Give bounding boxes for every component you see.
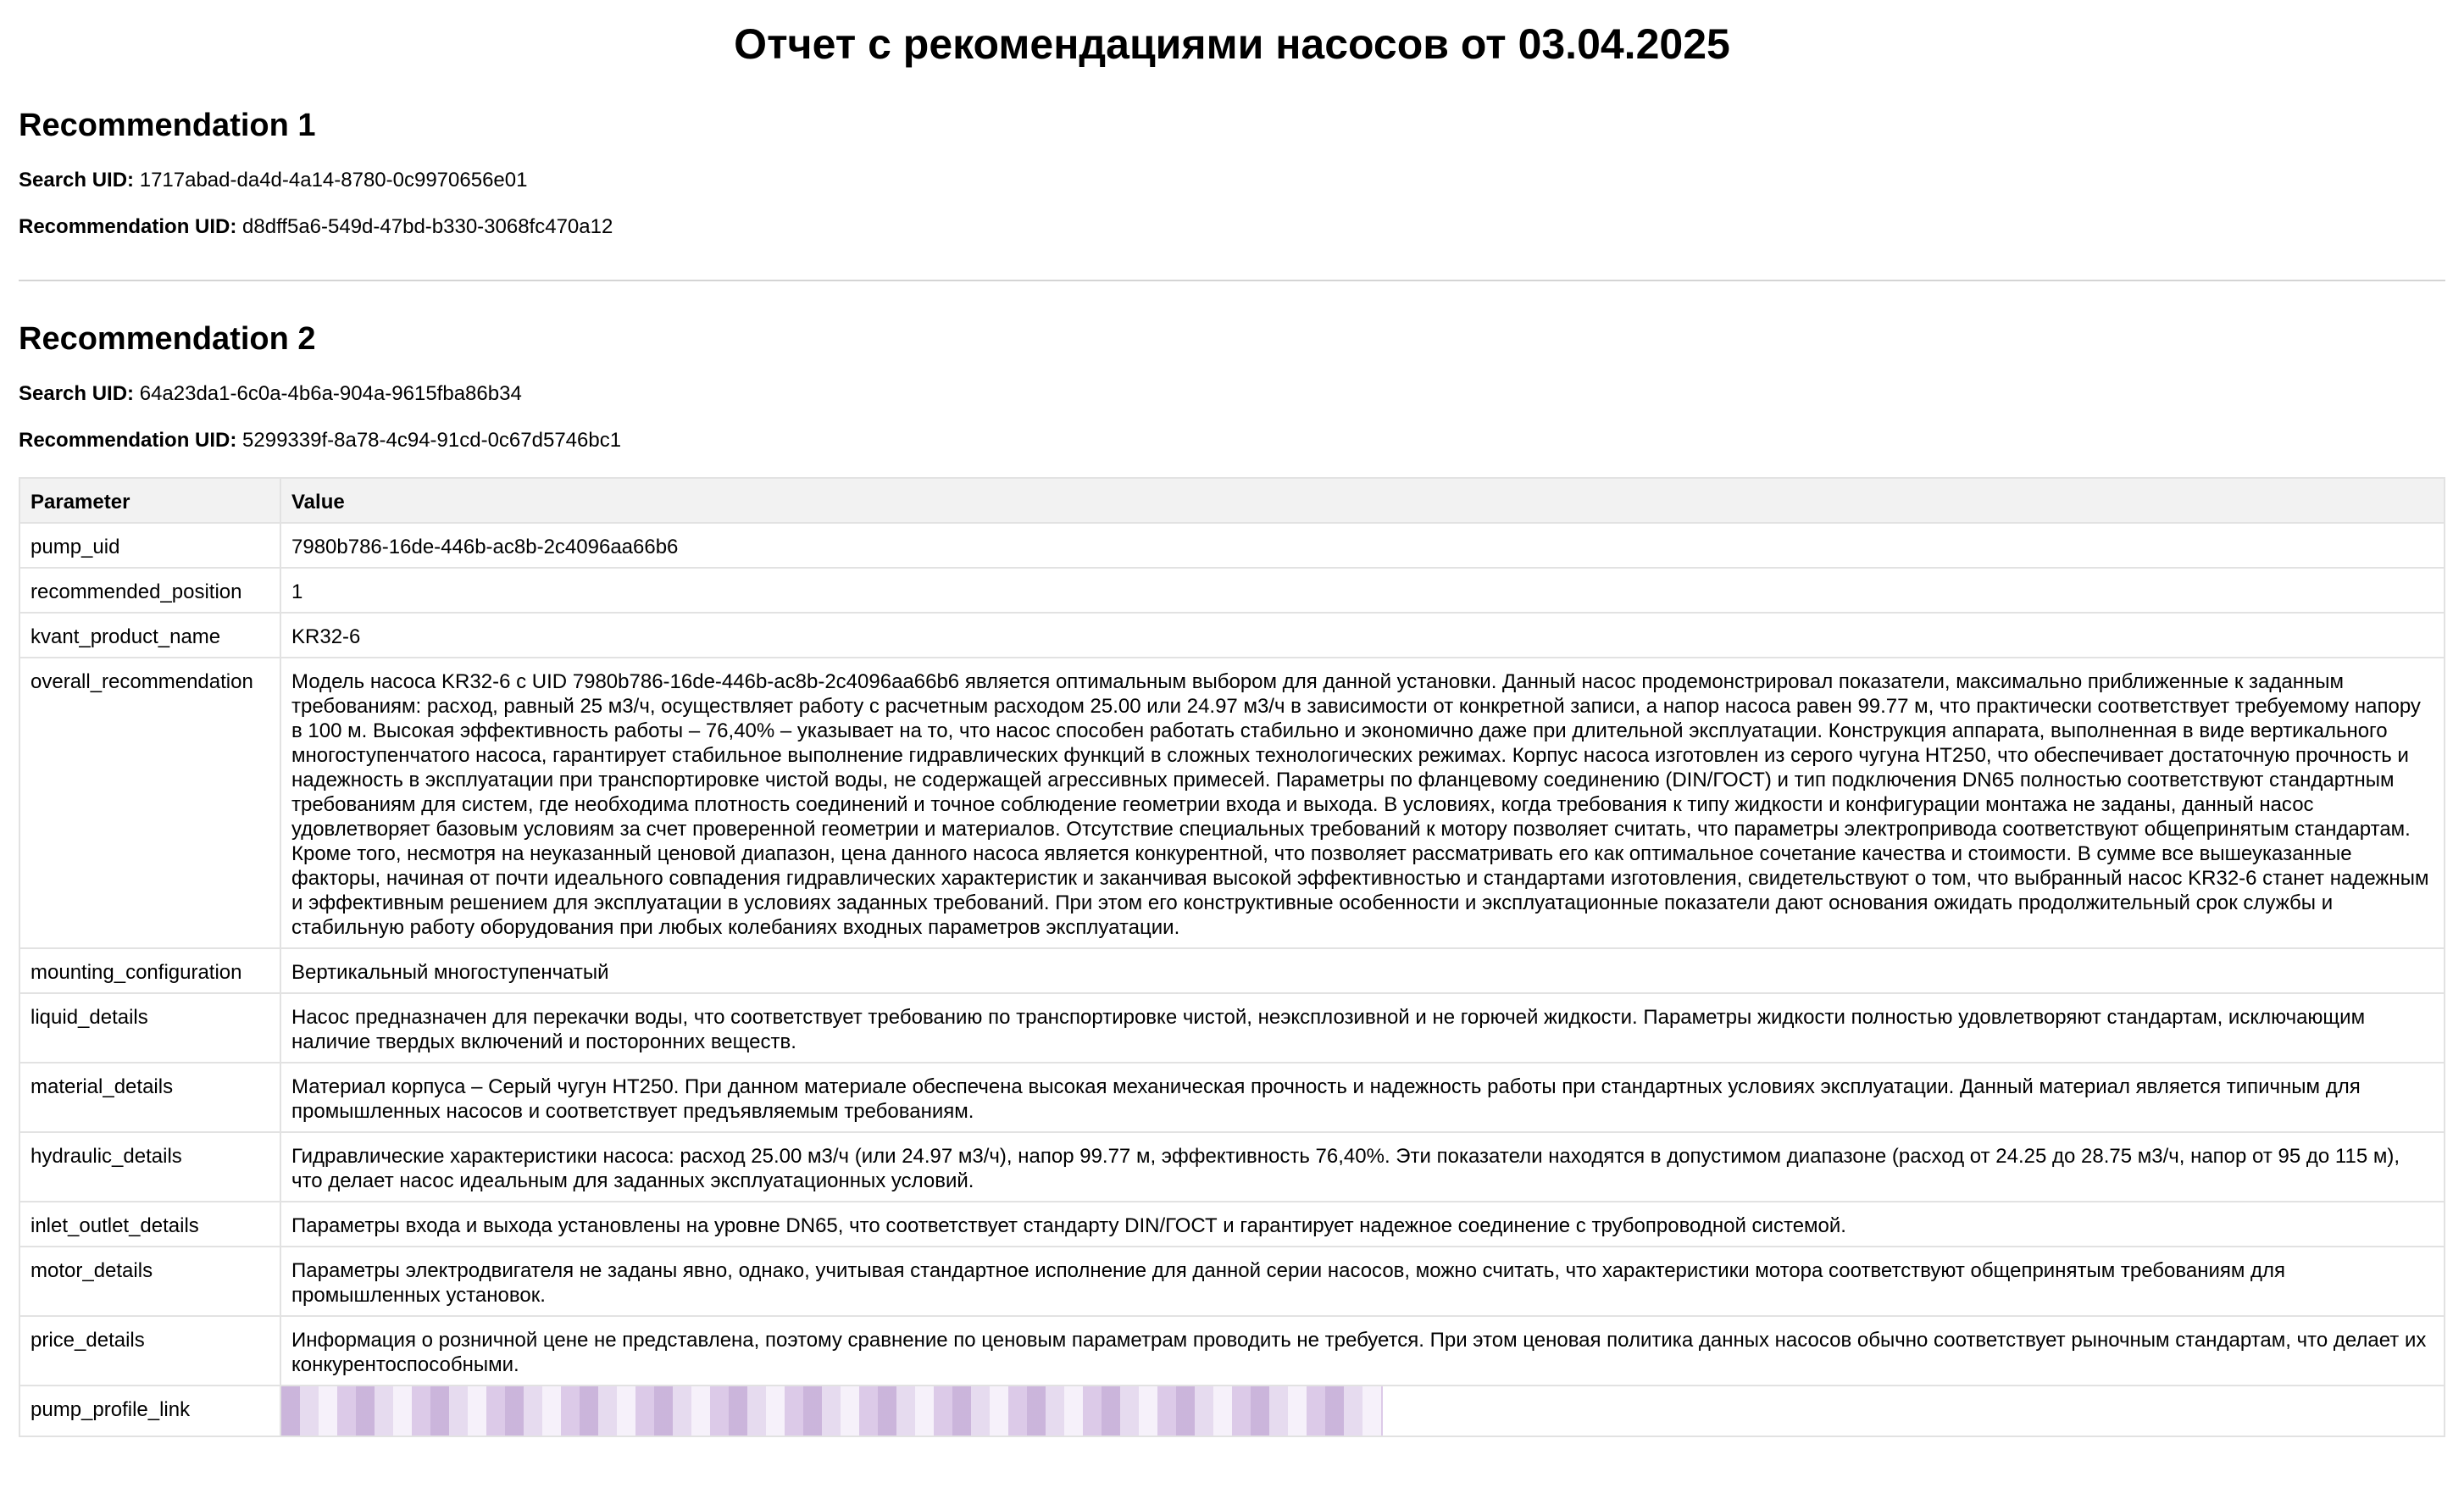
row-key: kvant_product_name — [19, 613, 280, 658]
search-uid-value: 1717abad-da4d-4a14-8780-0c9970656e01 — [139, 169, 528, 192]
row-value: Насос предназначен для перекачки воды, что соответствует требованию по транспортировке чистой, неэксплозивной и не горючей жидкости. Параметры жидкости полностью удовлетворяют стандартам, исключающим наличие твердых включений и посторонних веществ. — [280, 993, 2445, 1063]
row-value: Параметры электродвигателя не заданы явно, однако, учитывая стандартное исполнение для данной серии насосов, можно считать, что характеристики мотора соответствуют общепринятым требованиям для промышленных установок. — [280, 1247, 2445, 1316]
table-header-row — [19, 478, 2445, 523]
row-key: pump_uid — [19, 523, 280, 568]
table-row — [19, 568, 2445, 613]
table-row — [19, 948, 2445, 993]
row-value: KR32-6 — [280, 613, 2445, 658]
table-row — [19, 1386, 2445, 1436]
page-title: Отчет с рекомендациями насосов от 03.04.2025 — [734, 20, 1730, 68]
table-row — [19, 1202, 2445, 1247]
redacted-link-pixelation[interactable] — [281, 1386, 1383, 1436]
row-key: price_details — [19, 1316, 280, 1386]
row-value: 7980b786-16de-446b-ac8b-2c4096aa66b6 — [280, 523, 2445, 568]
parameters-table — [19, 477, 2445, 1437]
row-key: liquid_details — [19, 993, 280, 1063]
recommendation-1-heading: Recommendation 1 — [19, 108, 316, 143]
row-key: pump_profile_link — [19, 1386, 280, 1436]
table-row — [19, 1247, 2445, 1316]
row-key: overall_recommendation — [19, 658, 280, 948]
row-value: 1 — [280, 568, 2445, 613]
table-row — [19, 1063, 2445, 1132]
row-key: hydraulic_details — [19, 1132, 280, 1202]
row-value: Гидравлические характеристики насоса: расход 25.00 м3/ч (или 24.97 м3/ч), напор 99.77 м, эффективность 76,40%. Эти показатели находятся в допустимом диапазоне (расход от 24.25 до 28.75 м3/ч, напор от 95 до 115 м), что делает насос идеальным для заданных эксплуатационных условий. — [280, 1132, 2445, 1202]
table-row — [19, 993, 2445, 1063]
table-row — [19, 1316, 2445, 1386]
recommendation-uid-value: 5299339f-8a78-4c94-91cd-0c67d5746bc1 — [242, 429, 622, 452]
row-key: material_details — [19, 1063, 280, 1132]
search-uid-label: Search UID: — [19, 382, 135, 405]
row-key: mounting_configuration — [19, 948, 280, 993]
table-row — [19, 1132, 2445, 1202]
recommendation-uid-label: Recommendation UID: — [19, 429, 237, 452]
row-key: inlet_outlet_details — [19, 1202, 280, 1247]
row-value: Модель насоса KR32-6 с UID 7980b786-16de-446b-ac8b-2c4096aa66b6 является оптимальным выбором для данной установки. Данный насос продемонстрировал показатели, максимально приближенные к заданным требованиям: расход, равный 25 м3/ч, осуществляет работу с расчетным расходом 25.00 или 24.97 м3/ч в зависимости от конкретной записи, а напор насоса равен 99.77 м, что практически соответствует требуемому напору в 100 м. Высокая эффективность работы – 76,40% – указывает на то, что насос способен работать стабильно и экономично даже при длительной эксплуатации. Конструкция аппарата, выполненная в виде вертикального многоступенчатого насоса, гарантирует стабильное выполнение гидравлических функций в сложных технологических режимах. Корпус насоса изготовлен из серого чугуна HT250, что обеспечивает достаточную прочность и надежность в эксплуатации при транспортировке чистой воды, не содержащей агрессивных примесей. Параметры по фланцевому соединению (DIN/ГОСТ) и тип подключения DN65 полностью соответствуют стандартным требованиям для систем, где необходима плотность соединений и точное соблюдение геометрии входа и выхода. В условиях, когда требования к типу жидкости и конфигурации монтажа не заданы, данный насос удовлетворяет базовым условиям за счет проверенной геометрии и материалов. Отсутствие специальных требований к мотору позволяет считать, что параметры электропривода соответствуют общепринятым стандартам. Кроме того, несмотря на неуказанный ценовой диапазон, цена данного насоса является конкурентной, что позволяет рассматривать его как оптимальное сочетание качества и стоимости. В сумме все вышеуказанные факторы, начиная от почти идеального совпадения гидравлических характеристик и заканчивая высокой эффективностью и стандартами изготовления, свидетельствуют о том, что выбранный насос KR32-6 станет надежным и эффективным решением для эксплуатации в условиях заданных требований. При этом его конструктивные особенности и эксплуатационные показатели дают основания ожидать продолжительный срок службы и стабильную работу оборудования при любых колебаниях входных параметров эксплуатации. — [280, 658, 2445, 948]
table-row — [19, 658, 2445, 948]
search-uid-label: Search UID: — [19, 169, 135, 192]
table-row — [19, 523, 2445, 568]
recommendation-1-search-uid — [19, 168, 2445, 193]
row-value: Материал корпуса – Серый чугун HT250. При данном материале обеспечена высокая механическая прочность и надежность работы при стандартных условиях эксплуатации. Данный материал является типичным для промышленных насосов и соответствует предъявляемым требованиям. — [280, 1063, 2445, 1132]
column-header-parameter: Parameter — [19, 478, 280, 523]
row-value: Информация о розничной цене не представлена, поэтому сравнение по ценовым параметрам проводить не требуется. При этом ценовая политика данных насосов обычно соответствует рыночным стандартам, что делает их конкурентоспособными. — [280, 1316, 2445, 1386]
recommendation-1-rec-uid — [19, 214, 2445, 240]
row-value: Вертикальный многоступенчатый — [280, 948, 2445, 993]
recommendation-2-heading: Recommendation 2 — [19, 321, 316, 357]
section-divider — [19, 280, 2445, 281]
recommendation-uid-value: d8dff5a6-549d-47bd-b330-3068fc470a12 — [242, 215, 613, 238]
table-row — [19, 613, 2445, 658]
row-value-link[interactable] — [280, 1386, 2445, 1436]
row-value: Параметры входа и выхода установлены на уровне DN65, что соответствует стандарту DIN/ГОСТ и гарантирует надежное соединение с трубопроводной системой. — [280, 1202, 2445, 1247]
row-key: motor_details — [19, 1247, 280, 1316]
recommendation-2-search-uid — [19, 381, 2445, 407]
recommendation-uid-label: Recommendation UID: — [19, 215, 237, 238]
recommendation-2-rec-uid — [19, 428, 2445, 453]
search-uid-value: 64a23da1-6c0a-4b6a-904a-9615fba86b34 — [139, 382, 522, 405]
row-key: recommended_position — [19, 568, 280, 613]
column-header-value: Value — [280, 478, 2445, 523]
